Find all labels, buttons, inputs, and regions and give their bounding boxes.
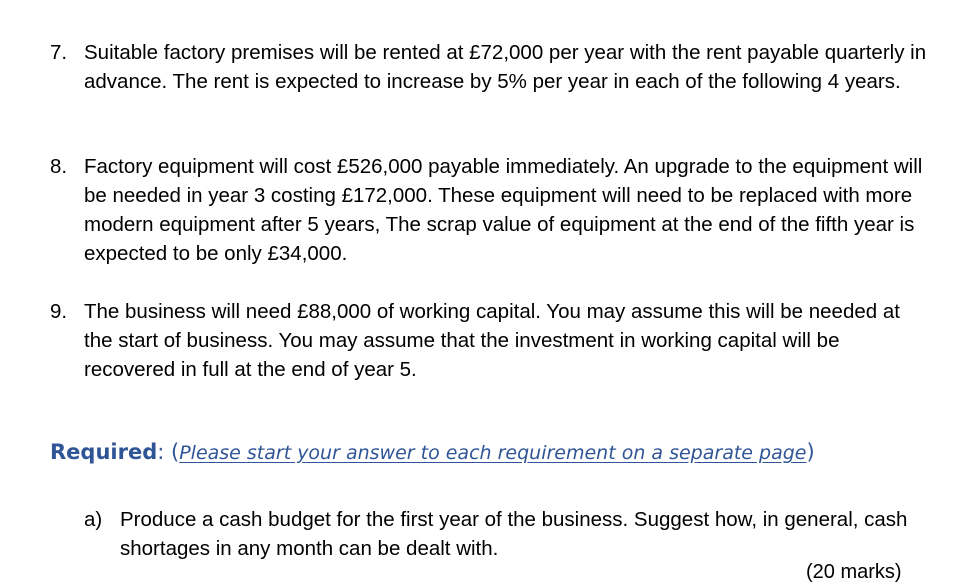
list-item-8 <box>50 152 930 268</box>
list-item-9 <box>50 297 930 384</box>
required-label: Required <box>50 440 158 464</box>
list-item-7 <box>50 38 930 96</box>
requirement-marks: (20 marks) <box>806 561 902 583</box>
required-heading <box>50 436 815 469</box>
item-text: The business will need £88,000 of working capital. You may assume this will be needed at the start of business. You may assume that the investment in working capital will be recovered in full at the end of year 5. <box>84 300 900 381</box>
requirement-text: Produce a cash budget for the first year of the business. Suggest how, in general, cash shortages in any month can be dealt with. <box>120 508 908 560</box>
item-number: 7. <box>50 41 68 64</box>
required-note: Please start your answer to each requirement on a separate page <box>179 442 807 464</box>
item-text: Factory equipment will cost £526,000 payable immediately. An upgrade to the equipment will be needed in year 3 costing £172,000. These equipment will need to be replaced with more modern equipment after 5 years, The scrap value of equipment at the end of the fifth year is expected to be only £34,000. <box>84 155 923 265</box>
item-number: 9. <box>50 300 68 323</box>
item-number: 8. <box>50 155 68 178</box>
requirement-a <box>84 505 934 563</box>
requirement-letter: a) <box>84 508 103 531</box>
required-colon: : <box>157 440 165 464</box>
required-close-paren: ) <box>806 440 815 464</box>
required-open-paren: ( <box>171 440 180 464</box>
item-text: Suitable factory premises will be rented at £72,000 per year with the rent payable quarterly in advance. The rent is expected to increase by 5% per year in each of the following 4 years. <box>84 41 927 93</box>
